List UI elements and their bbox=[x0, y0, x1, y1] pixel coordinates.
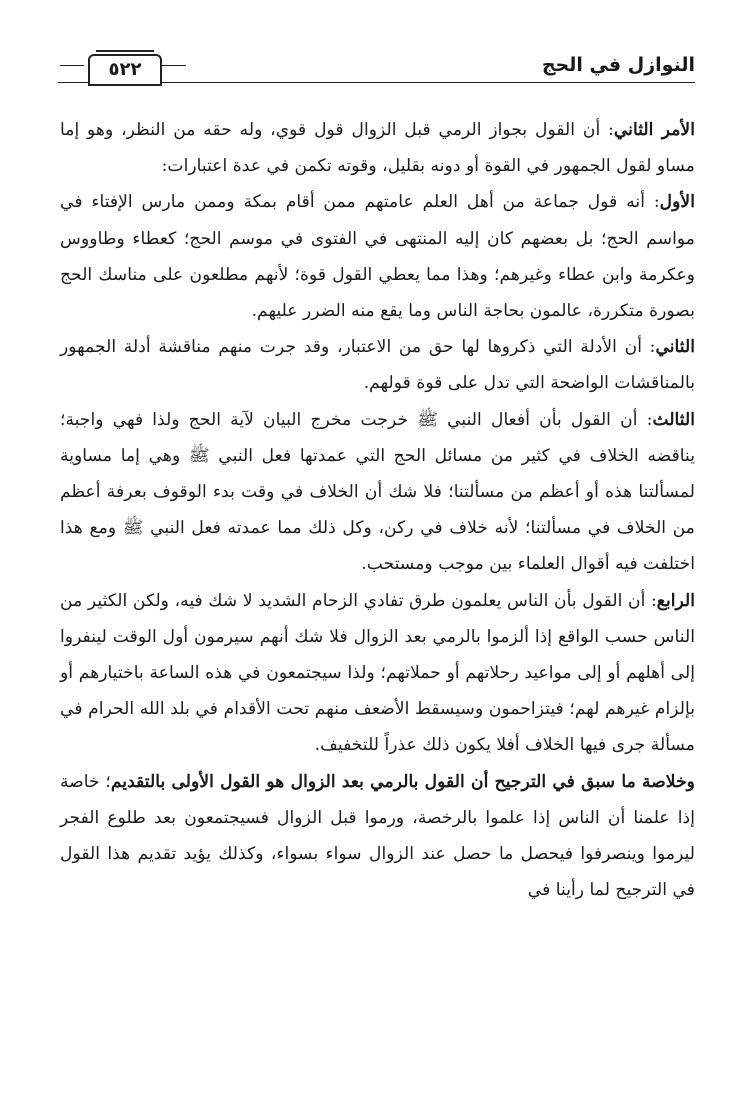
paragraph-text: : أن القول بجواز الرمي قبل الزوال قول قوي، وله حقه من النظر، وهو إما مساو لقول الجمهور في القوة أو دونه بقليل، وقوته تكمن في عدة اعتبارات: bbox=[60, 120, 695, 177]
paragraph-text: : أن القول بأن أفعال النبي ﷺ خرجت مخرج البيان لآية الحج ولذا فهي واجبة؛ يناقضه الخلاف في كثير من مسائل الحج التي عمدتها فعل النبي ﷺ وهي إما مساوية لمسألتنا هذه أو أعظم من مسألتنا؛ فلا شك أن الخلاف في وقت بدء الوقوف بعرفة أعظم من الخلاف في مسألتنا؛ لأنه خلاف في ركن، وكل ذلك مما عمدته فعل النبي ﷺ ومع هذا اختلفت فيه أقوال العلماء بين موجب ومستحب. bbox=[60, 409, 695, 575]
paragraph-lead: الثاني bbox=[655, 337, 695, 358]
paragraph-lead: الثالث bbox=[652, 409, 695, 430]
page-number-badge: ٥٢٢ bbox=[88, 54, 162, 86]
page-header bbox=[58, 50, 695, 86]
paragraph-conclusion bbox=[60, 764, 695, 909]
paragraph-text: : أنه قول جماعة من أهل العلم عامتهم ممن أقام بمكة وممن مارس الإفتاء في مواسم الحج؛ بل بعضهم كان إليه المنتهى في الفتوى في موسم الحج؛ كعطاء وطاووس وعكرمة وابن عطاء وغيرهم؛ وهذا مما يعطي القول قوة؛ لأنهم مطلعون على مناسك الحج بصورة متكررة، عالمون بحاجة الناس وما يقع منه الضرر عليهم. bbox=[60, 192, 695, 322]
paragraph-text: : أن القول بأن الناس يعلمون طرق تفادي الزحام الشديد لا شك فيه، ولكن الكثير من الناس حسب الواقع إذا ألزموا بالرمي بعد الزوال فلا شك أنهم سيرمون أول الوقت لينفروا إلى أهلهم أو إلى مواعيد رحلاتهم أو حملاتهم؛ ولذا سيجتمعون في هذه الساعة باختيارهم أو بإلزام غيرهم لهم؛ فيتزاحمون وسيسقط الأضعف منهم تحت الأقدام في بلد الله الحرام في مسألة جرى فيها الخلاف أفلا يكون ذلك عذراً للتخفيف. bbox=[60, 590, 695, 756]
paragraph-first-consideration bbox=[60, 184, 695, 329]
paragraph-second-consideration bbox=[60, 329, 695, 401]
paragraph-lead: الأول bbox=[659, 192, 695, 213]
paragraph-third-consideration bbox=[60, 402, 695, 583]
running-title: النوازل في الحج bbox=[541, 54, 695, 76]
paragraph-lead: وخلاصة ما سبق في الترجيح أن القول بالرمي بعد الزوال هو القول الأولى بالتقديم bbox=[110, 771, 695, 792]
body-text bbox=[60, 112, 695, 908]
paragraph-fourth-consideration bbox=[60, 583, 695, 764]
badge-ornament-right bbox=[162, 65, 186, 66]
paragraph-lead: الرابع bbox=[656, 590, 695, 611]
paragraph-text: : أن الأدلة التي ذكروها لها حق من الاعتبار، وقد جرت منهم مناقشة أدلة الجمهور بالمناقشات الواضحة التي تدل على قوة قولهم. bbox=[60, 337, 695, 394]
paragraph-second-matter bbox=[60, 112, 695, 184]
paragraph-text: ؛ خاصة إذا علمنا أن الناس إذا علموا بالرخصة، ورموا قبل الزوال فسيجتمعون بعد طلوع الفجر ليرموا وينصرفوا فيحصل ما حصل عند الزوال سواء بسواء، وكذلك يؤيد تقديم هذا القول في الترجيح لما رأينا في bbox=[60, 771, 695, 901]
paragraph-lead: الأمر الثاني bbox=[613, 120, 695, 140]
badge-ornament-left bbox=[60, 65, 84, 66]
